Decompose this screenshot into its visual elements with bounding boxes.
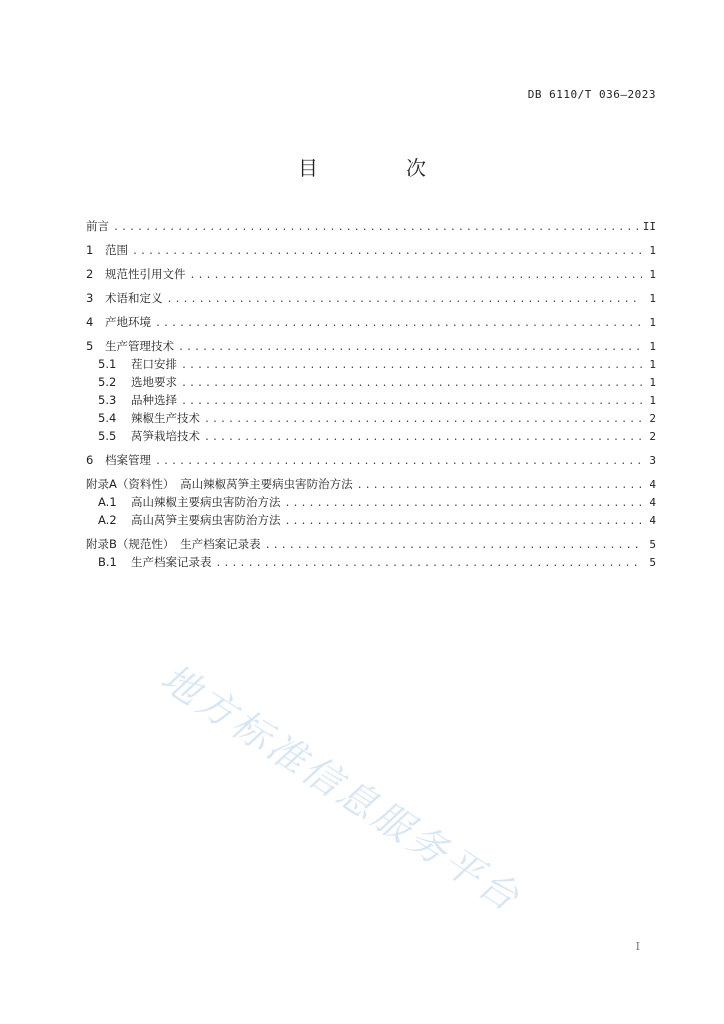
toc-entry-title: 茬口安排	[131, 357, 177, 371]
toc-entry-number: A.2	[98, 513, 117, 527]
toc-entry[interactable]	[86, 356, 656, 374]
toc-entry-number: 5.2	[98, 375, 117, 389]
toc-entry[interactable]	[86, 218, 656, 236]
toc-leader-dots	[181, 396, 642, 407]
toc-entry-page: 1	[649, 292, 656, 305]
toc-entry[interactable]	[86, 536, 656, 554]
toc-leader-dots	[190, 270, 643, 281]
toc-entry-page: 1	[649, 394, 656, 407]
toc-entry-number: 5.3	[98, 393, 117, 407]
toc-entry-number: 5	[86, 339, 94, 353]
toc-entry-page: 2	[649, 412, 656, 425]
toc-entry[interactable]	[86, 476, 656, 494]
page-title: 目 次	[298, 156, 460, 180]
toc-entry[interactable]	[86, 338, 656, 356]
toc-entry-page: 1	[649, 358, 656, 371]
toc-entry-page: 5	[649, 556, 656, 569]
toc-leader-dots	[357, 480, 642, 491]
toc-entry-title: 附录A（资料性） 高山辣椒莴笋主要病虫害防治方法	[86, 477, 353, 491]
toc-entry-title: 品种选择	[131, 393, 177, 407]
toc-entry-page: 4	[649, 478, 656, 491]
toc-leader-dots	[155, 456, 642, 467]
toc-entry-title: 生产档案记录表	[131, 555, 212, 569]
toc-entry-page: 1	[649, 244, 656, 257]
toc-entry-number: 3	[86, 291, 94, 305]
toc-entry-page: 1	[649, 376, 656, 389]
toc-leader-dots	[113, 222, 639, 233]
document-code: DB 6110/T 036—2023	[527, 88, 656, 101]
toc-entry[interactable]	[86, 494, 656, 512]
table-of-contents	[86, 218, 656, 572]
toc-entry-title: 档案管理	[105, 453, 151, 467]
toc-entry-page: 1	[649, 340, 656, 353]
toc-entry-number: 5.5	[98, 429, 117, 443]
toc-entry-number: 2	[86, 267, 94, 281]
toc-entry-title: 高山辣椒主要病虫害防治方法	[131, 495, 281, 509]
toc-leader-dots	[181, 378, 642, 389]
toc-entry[interactable]	[86, 374, 656, 392]
toc-entry[interactable]	[86, 452, 656, 470]
toc-entry-number: 4	[86, 315, 94, 329]
toc-entry-page: 5	[649, 538, 656, 551]
toc-entry[interactable]	[86, 554, 656, 572]
toc-entry-number: 1	[86, 243, 94, 257]
toc-leader-dots	[265, 540, 642, 551]
toc-entry-title: 术语和定义	[105, 291, 163, 305]
toc-entry-page: II	[642, 220, 656, 233]
toc-entry[interactable]	[86, 314, 656, 332]
toc-entry[interactable]	[86, 428, 656, 446]
toc-entry-page: 3	[649, 454, 656, 467]
toc-entry-number: A.1	[98, 495, 117, 509]
toc-entry-page: 4	[649, 514, 656, 527]
toc-leader-dots	[216, 558, 643, 569]
toc-entry-number: 5.4	[98, 411, 117, 425]
toc-leader-dots	[132, 246, 642, 257]
toc-entry-number: B.1	[98, 555, 117, 569]
toc-entry-title: 附录B（规范性） 生产档案记录表	[86, 537, 261, 551]
page-number: I	[635, 940, 640, 953]
toc-leader-dots	[204, 414, 642, 425]
toc-entry-page: 1	[649, 316, 656, 329]
toc-entry-page: 2	[649, 430, 656, 443]
toc-leader-dots	[181, 360, 642, 371]
toc-leader-dots	[178, 342, 642, 353]
toc-leader-dots	[285, 516, 643, 527]
toc-entry-number: 6	[86, 453, 94, 467]
toc-entry-title: 选地要求	[131, 375, 177, 389]
toc-entry-title: 范围	[105, 243, 128, 257]
toc-entry[interactable]	[86, 410, 656, 428]
toc-entry[interactable]	[86, 512, 656, 530]
toc-entry-page: 1	[649, 268, 656, 281]
toc-entry-title: 前言	[86, 219, 109, 233]
toc-entry-number: 5.1	[98, 357, 117, 371]
toc-entry-title: 莴笋栽培技术	[131, 429, 200, 443]
toc-entry[interactable]	[86, 242, 656, 260]
toc-entry-title: 高山莴笋主要病虫害防治方法	[131, 513, 281, 527]
toc-entry-title: 规范性引用文件	[105, 267, 186, 281]
toc-entry-title: 产地环境	[105, 315, 151, 329]
toc-entry[interactable]	[86, 290, 656, 308]
toc-entry-title: 辣椒生产技术	[131, 411, 200, 425]
toc-entry[interactable]	[86, 392, 656, 410]
toc-leader-dots	[285, 498, 643, 509]
toc-leader-dots	[204, 432, 642, 443]
toc-entry-page: 4	[649, 496, 656, 509]
toc-leader-dots	[155, 318, 642, 329]
toc-entry[interactable]	[86, 266, 656, 284]
toc-leader-dots	[167, 294, 643, 305]
toc-entry-title: 生产管理技术	[105, 339, 174, 353]
watermark-text: 地方标准信息服务平台	[153, 655, 530, 922]
